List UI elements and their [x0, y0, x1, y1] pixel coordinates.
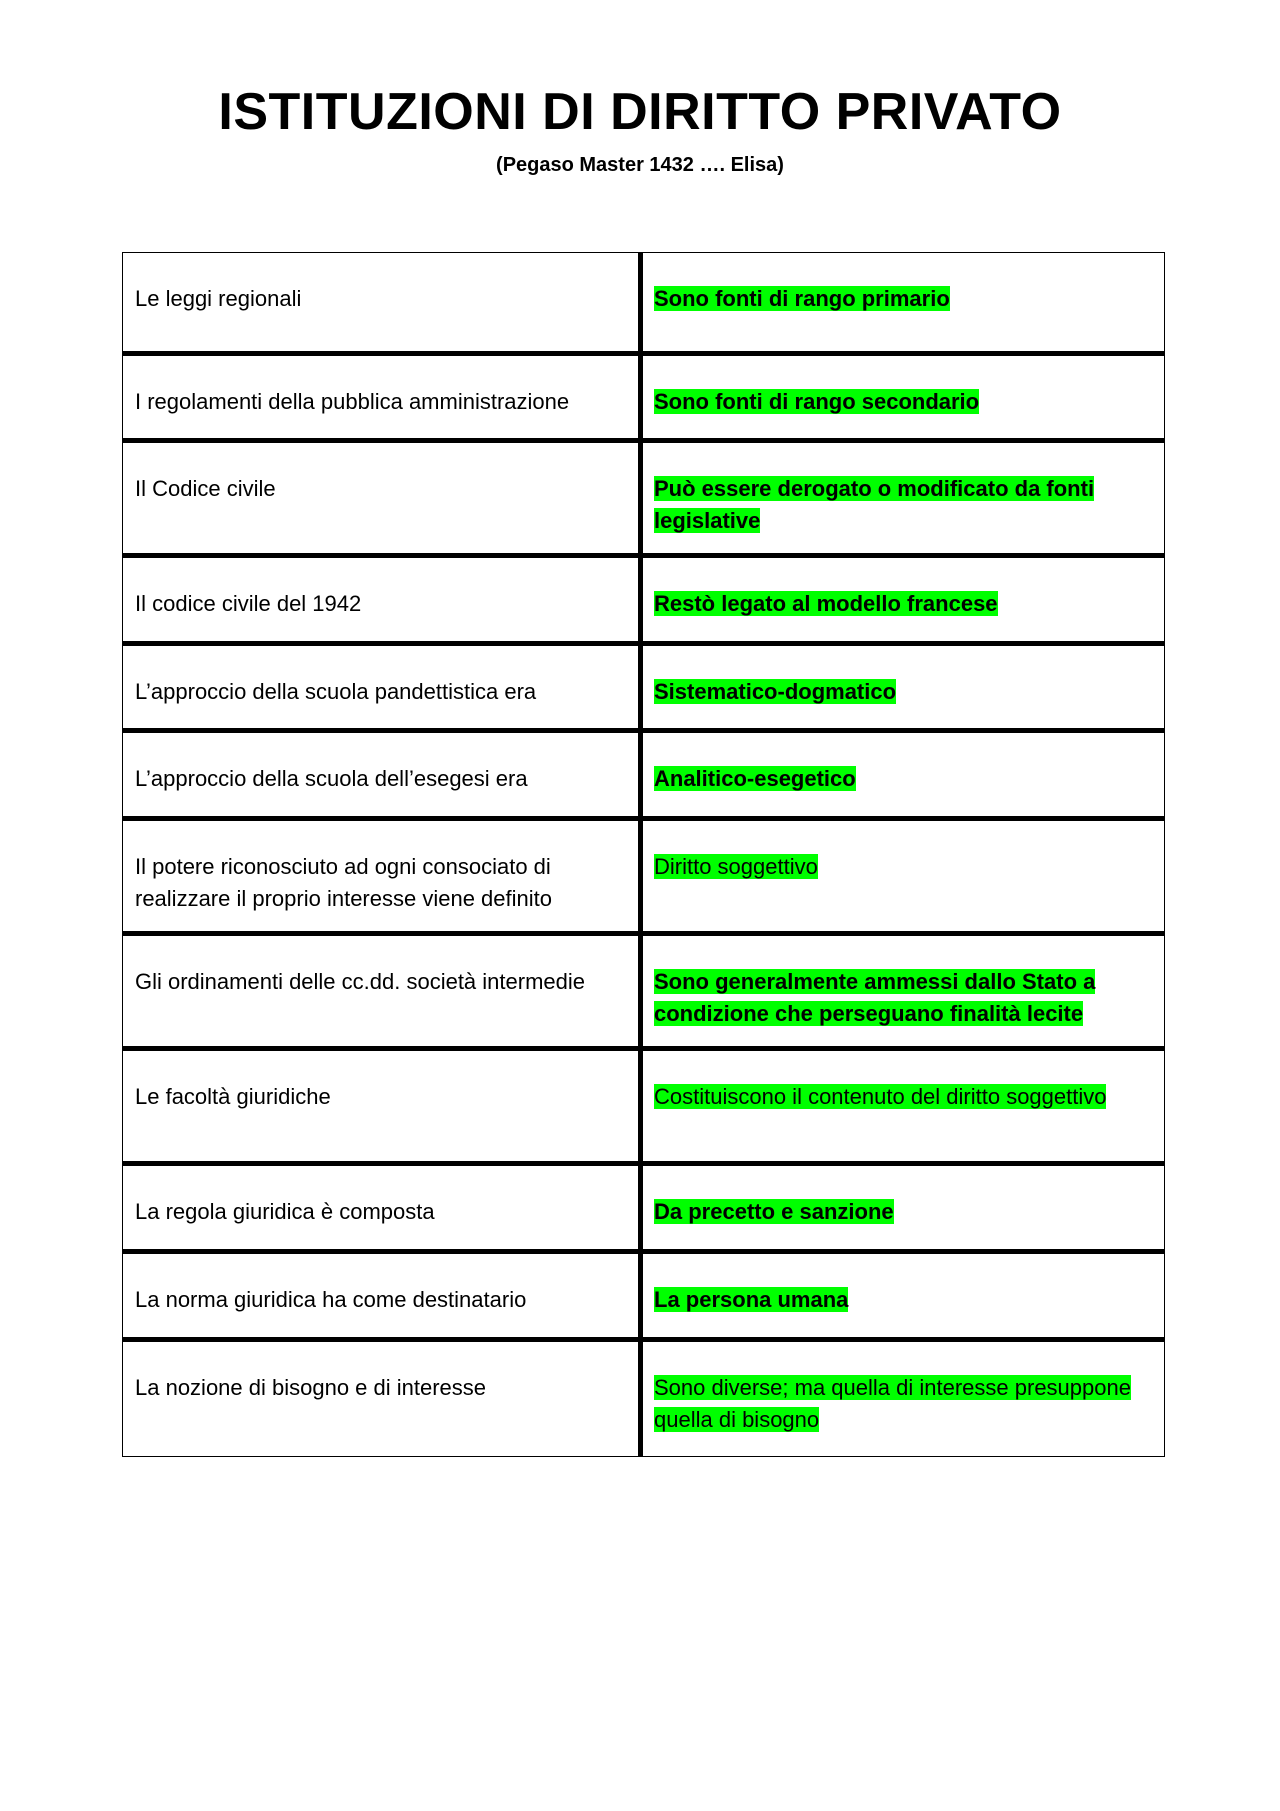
table-row: [123, 441, 1165, 556]
qa-table-body: [123, 253, 1165, 1457]
answer-cell: [641, 731, 1165, 819]
answer-text-highlighted: Sono fonti di rango primario: [654, 286, 950, 311]
page-subtitle: (Pegaso Master 1432 …. Elisa): [496, 154, 784, 176]
answer-text-highlighted: La persona umana: [654, 1287, 849, 1312]
question-text: La nozione di bisogno e di interesse: [135, 1375, 487, 1400]
question-cell: [123, 1252, 641, 1340]
answer-text-highlighted: Sono diverse; ma quella di interesse presuppone quella di bisogno: [654, 1375, 1131, 1432]
answer-cell: [641, 556, 1165, 644]
answer-cell: [641, 1164, 1165, 1252]
question-cell: [123, 731, 641, 819]
question-cell: [123, 1049, 641, 1164]
table-row: [123, 934, 1165, 1049]
question-cell: [123, 1164, 641, 1252]
question-cell: [123, 934, 641, 1049]
table-row: [123, 819, 1165, 934]
table-row: [123, 1252, 1165, 1340]
answer-text-highlighted: Sono fonti di rango secondario: [654, 389, 980, 414]
question-cell: [123, 354, 641, 441]
question-text: Le facoltà giuridiche: [135, 1084, 331, 1109]
question-text: Gli ordinamenti delle cc.dd. società intermedie: [135, 969, 586, 994]
answer-cell: [641, 1049, 1165, 1164]
question-cell: [123, 253, 641, 354]
question-text: L’approccio della scuola dell’esegesi era: [135, 766, 528, 791]
question-cell: [123, 819, 641, 934]
answer-cell: [641, 934, 1165, 1049]
question-text: Il codice civile del 1942: [135, 591, 362, 616]
answer-text-highlighted: Restò legato al modello francese: [654, 591, 998, 616]
answer-cell: [641, 1252, 1165, 1340]
question-text: Le leggi regionali: [135, 286, 302, 311]
question-text: Il Codice civile: [135, 476, 276, 501]
answer-cell: [641, 354, 1165, 441]
question-text: La regola giuridica è composta: [135, 1199, 435, 1224]
page-title: ISTITUZIONI DI DIRITTO PRIVATO: [218, 83, 1062, 141]
table-row: [123, 731, 1165, 819]
question-cell: [123, 644, 641, 731]
question-text: La norma giuridica ha come destinatario: [135, 1287, 527, 1312]
table-row: [123, 556, 1165, 644]
answer-text-highlighted: Analitico-esegetico: [654, 766, 856, 791]
question-cell: [123, 1340, 641, 1457]
question-text: I regolamenti della pubblica amministrazione: [135, 389, 570, 414]
table-row: [123, 253, 1165, 354]
answer-cell: [641, 253, 1165, 354]
table-row: [123, 1049, 1165, 1164]
question-text: Il potere riconosciuto ad ogni consociato di realizzare il proprio interesse viene definito: [135, 854, 552, 911]
answer-cell: [641, 1340, 1165, 1457]
table-row: [123, 644, 1165, 731]
table-row: [123, 1164, 1165, 1252]
qa-table: [122, 252, 1165, 1457]
question-cell: [123, 441, 641, 556]
answer-cell: [641, 441, 1165, 556]
table-row: [123, 354, 1165, 441]
answer-text-highlighted: Diritto soggettivo: [654, 854, 818, 879]
answer-text-highlighted: Da precetto e sanzione: [654, 1199, 894, 1224]
answer-cell: [641, 819, 1165, 934]
question-text: L’approccio della scuola pandettistica era: [135, 679, 537, 704]
table-row: [123, 1340, 1165, 1457]
question-cell: [123, 556, 641, 644]
answer-text-highlighted: Costituiscono il contenuto del diritto soggettivo: [654, 1084, 1107, 1109]
answer-text-highlighted: Può essere derogato o modificato da fonti legislative: [654, 476, 1095, 533]
answer-text-highlighted: Sono generalmente ammessi dallo Stato a condizione che perseguano finalità lecite: [654, 969, 1096, 1026]
answer-cell: [641, 644, 1165, 731]
answer-text-highlighted: Sistematico-dogmatico: [654, 679, 897, 704]
